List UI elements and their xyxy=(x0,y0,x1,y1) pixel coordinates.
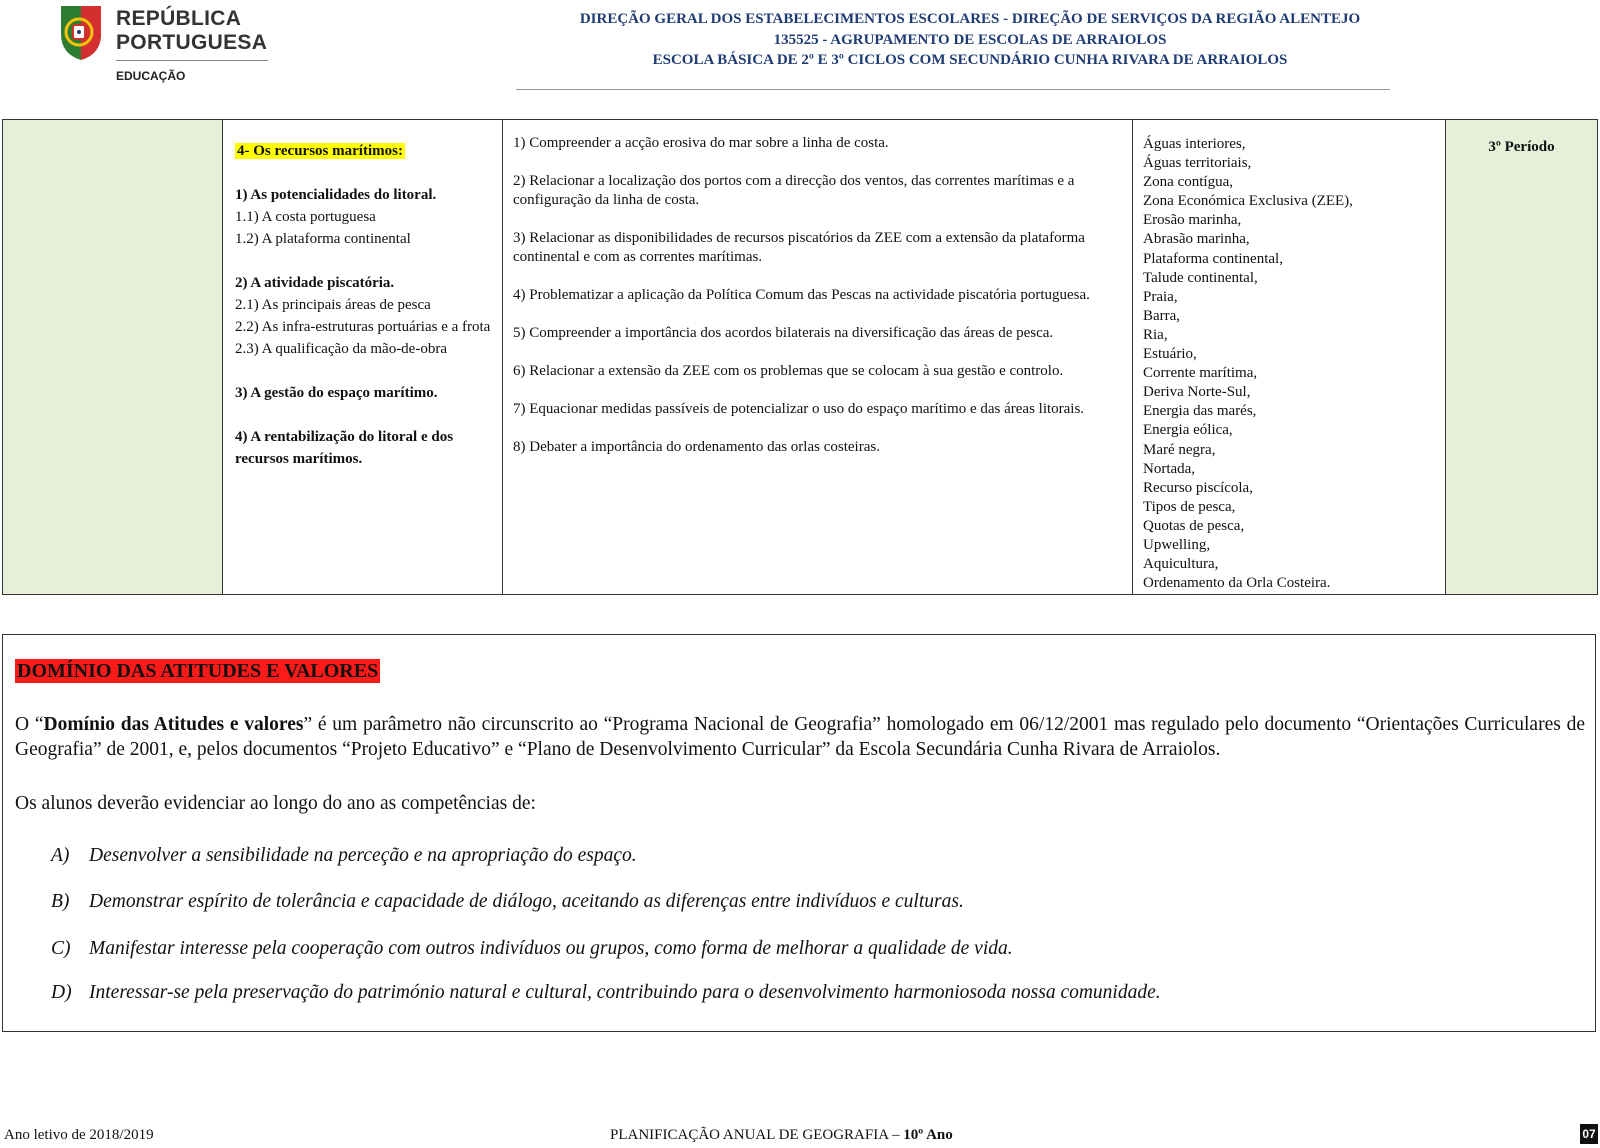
competence-item xyxy=(51,845,637,867)
concept-item: Corrente marítima, xyxy=(1143,365,1258,382)
concept-item: Ria, xyxy=(1143,326,1168,343)
header-line-2: 135525 - AGRUPAMENTO DE ESCOLAS DE ARRAIOLOS xyxy=(773,31,1167,48)
competence-item xyxy=(51,982,1161,1004)
competence-key: A) xyxy=(51,845,70,866)
concepts-cell xyxy=(1133,120,1446,594)
concept-item: Tipos de pesca, xyxy=(1143,498,1236,515)
objective-item: 5) Compreender a importância dos acordos bilaterais na diversificação das áreas de pesca. xyxy=(513,325,1054,341)
concept-item: Energia eólica, xyxy=(1143,422,1233,439)
attitudes-paragraph xyxy=(15,713,1585,762)
coat-of-arms-icon xyxy=(58,4,104,62)
concept-item: Maré negra, xyxy=(1143,441,1216,458)
concept-item: Talude continental, xyxy=(1143,269,1258,286)
document-header xyxy=(470,9,1470,71)
attitudes-intro: Os alunos deverão evidenciar ao longo do ano as competências de: xyxy=(15,793,536,814)
page-number: 07 xyxy=(1580,1124,1598,1144)
contents-cell xyxy=(223,120,503,594)
header-line-1: DIREÇÃO GERAL DOS ESTABELECIMENTOS ESCOLARES - DIREÇÃO DE SERVIÇOS DA REGIÃO ALENTEJO xyxy=(579,11,1361,27)
competence-key: B) xyxy=(51,891,70,912)
concept-item: Ordenamento da Orla Costeira. xyxy=(1143,575,1331,592)
period-cell xyxy=(1446,120,1597,594)
footer-title xyxy=(610,1127,953,1144)
section-2-1: 2.1) As principais áreas de pesca xyxy=(235,297,431,313)
republica-portuguesa-logo xyxy=(58,4,278,86)
objectives-cell xyxy=(503,120,1133,594)
section-3: 3) A gestão do espaço marítimo. xyxy=(235,385,438,401)
section-2-3: 2.3) A qualificação da mão-de-obra xyxy=(235,341,447,357)
para-pre: O “ xyxy=(15,714,44,735)
concept-item: Nortada, xyxy=(1143,460,1196,477)
concept-item: Quotas de pesca, xyxy=(1143,517,1245,534)
concept-item: Aquicultura, xyxy=(1143,556,1219,573)
concept-item: Águas interiores, xyxy=(1143,136,1246,152)
section-1-2: 1.2) A plataforma continental xyxy=(235,231,411,247)
section-2-2: 2.2) As infra-estruturas portuárias e a frota xyxy=(235,319,491,335)
para-bold: Domínio das Atitudes e valores xyxy=(43,714,304,735)
objective-item: 6) Relacionar a extensão da ZEE com os problemas que se colocam à sua gestão e controlo. xyxy=(513,363,1064,379)
concept-item: Barra, xyxy=(1143,307,1181,324)
competence-item xyxy=(51,891,964,913)
concept-item: Plataforma continental, xyxy=(1143,250,1283,267)
objective-item: 4) Problematizar a aplicação da Política Comum das Pescas na actividade piscatória portuguesa. xyxy=(513,287,1090,303)
logo-line2: PORTUGUESA xyxy=(116,31,268,54)
logo-divider xyxy=(116,60,268,61)
footer-grade: 10º Ano xyxy=(903,1127,953,1143)
para-post: ” é um parâmetro não circunscrito ao “Programa Nacional de Geografia” homologado em 06/12/2001 mas regulado pelo documento “Orientações Curriculares de Geografia” de 2001, e, pelos documentos “Projeto Educativo” e “Plano de Desenvolvimento Curricular” da Escola Secundária Cunha Rivara de Arraiolos. xyxy=(15,714,1585,760)
footer-title-text: PLANIFICAÇÃO ANUAL DE GEOGRAFIA – xyxy=(610,1127,904,1143)
competence-key: C) xyxy=(51,938,71,959)
objective-item: 8) Debater a importância do ordenamento das orlas costeiras. xyxy=(513,439,880,455)
domain-cell xyxy=(3,120,223,594)
concept-item: Energia das marés, xyxy=(1143,403,1257,420)
concept-item: Recurso piscícola, xyxy=(1143,479,1253,496)
competence-key: D) xyxy=(51,982,72,1003)
concept-item: Estuário, xyxy=(1143,346,1197,363)
objective-item: 3) Relacionar as disponibilidades de recursos piscatórios da ZEE com a extensão da plataforma continental e com as correntes marítimas. xyxy=(513,230,1085,265)
concept-item: Erosão marinha, xyxy=(1143,212,1242,229)
competence-text: Desenvolver a sensibilidade na perceção e na apropriação do espaço. xyxy=(89,845,637,866)
objective-item: 7) Equacionar medidas passíveis de potencializar o uso do espaço marítimo e das áreas litorais. xyxy=(513,401,1085,417)
concept-item: Upwelling, xyxy=(1143,536,1211,553)
footer-school-year: Ano letivo de 2018/2019 xyxy=(4,1127,154,1143)
concept-item: Praia, xyxy=(1143,288,1178,305)
section-1: 1) As potencialidades do litoral. xyxy=(235,187,437,203)
concept-item: Zona Económica Exclusiva (ZEE), xyxy=(1143,193,1353,210)
contents-title: 4- Os recursos marítimos: xyxy=(237,143,403,159)
competence-text: Demonstrar espírito de tolerância e capacidade de diálogo, aceitando as diferenças entre indivíduos e culturas. xyxy=(89,891,964,912)
logo-subtitle: EDUCAÇÃO xyxy=(116,69,186,83)
header-line-3: ESCOLA BÁSICA DE 2º E 3º CICLOS COM SECUNDÁRIO CUNHA RIVARA DE ARRAIOLOS xyxy=(652,52,1288,68)
concept-item: Deriva Norte-Sul, xyxy=(1143,384,1251,401)
section-4: 4) A rentabilização do litoral e dos recursos marítimos. xyxy=(235,429,454,467)
competence-text: Manifestar interesse pela cooperação com outros indivíduos ou grupos, como forma de melhorar a qualidade de vida. xyxy=(89,938,1013,959)
section-2: 2) A atividade piscatória. xyxy=(235,275,395,291)
planning-table xyxy=(2,119,1598,595)
header-divider xyxy=(516,89,1390,90)
concept-item: Zona contígua, xyxy=(1143,174,1233,191)
objective-item: 2) Relacionar a localização dos portos com a direcção dos ventos, das correntes marítimas e a configuração da linha de costa. xyxy=(513,173,1075,208)
objective-item: 1) Compreender a acção erosiva do mar sobre a linha de costa. xyxy=(513,135,889,151)
attitudes-title: DOMÍNIO DAS ATITUDES E VALORES xyxy=(17,660,379,682)
concept-item: Águas territoriais, xyxy=(1143,155,1252,172)
competence-item xyxy=(51,938,1013,960)
attitudes-section xyxy=(2,634,1596,1032)
concept-item: Abrasão marinha, xyxy=(1143,231,1250,248)
section-1-1: 1.1) A costa portuguesa xyxy=(235,209,376,225)
logo-line1: REPÚBLICA xyxy=(116,7,242,30)
period-label: 3º Período xyxy=(1488,139,1555,155)
competence-text: Interessar-se pela preservação do património natural e cultural, contribuindo para o desenvolvimento harmoniosoda nossa comunidade. xyxy=(89,982,1161,1003)
